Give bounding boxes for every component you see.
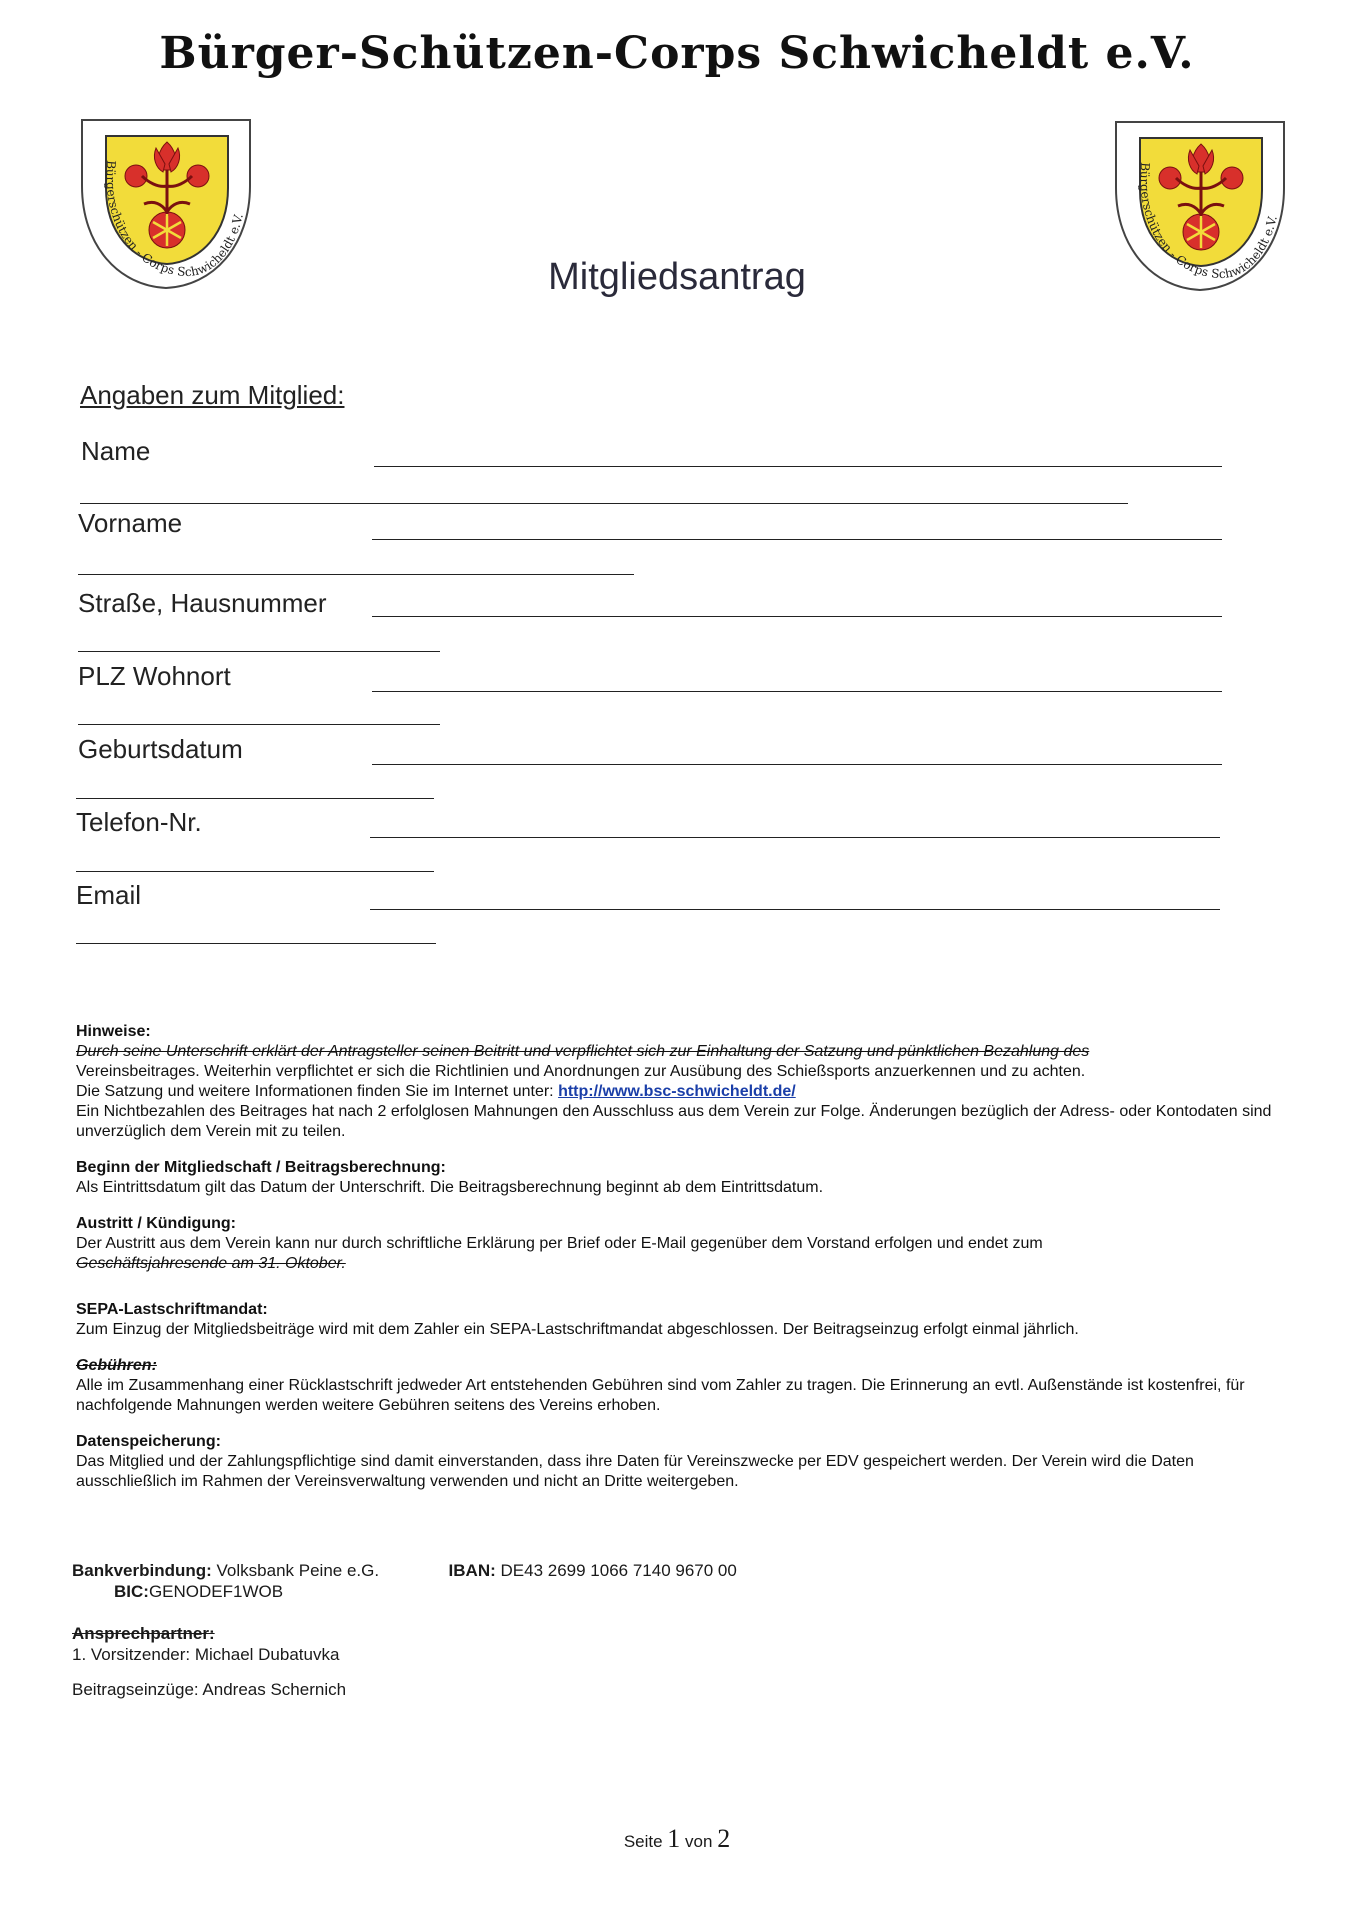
birthdate-label: Geburtsdatum [78,734,243,764]
svg-text:Bürgerschützen - Corps Schwich: Bürgerschützen - Corps Schwicheldt e.V. [1137,161,1280,282]
bank-details [72,1560,737,1602]
sepa-text: Zum Einzug der Mitgliedsbeiträge wird mit dem Zahler ein SEPA-Lastschriftmandat abgeschlossen. Der Beitragseinzug erfolgt einmal jährlich. [76,1321,1079,1338]
iban-label: IBAN: [448,1561,496,1580]
plz-wohnort-extra-line[interactable] [78,724,440,725]
member-section-heading: Angaben zum Mitglied: [80,380,345,410]
name-extra-line[interactable] [80,503,1128,504]
bic-label: BIC: [114,1582,149,1601]
footer-current-page: 1 [667,1824,681,1853]
collector-contact: Beitragseinzüge: Andreas Schernich [72,1680,347,1699]
beginn-block [76,1158,1286,1198]
sepa-block [76,1300,1286,1340]
austritt-text: Der Austritt aus dem Verein kann nur durch schriftliche Erklärung per Brief oder E-Mail gegenüber dem Vorstand erfolgen und endet zum [76,1235,1043,1252]
hinweise-block [76,1022,1286,1142]
austritt-struck-text: Geschäftsjahresende am 31. Oktober. [76,1255,346,1272]
vorname-input-line[interactable] [372,539,1222,540]
hinweise-text-1: Vereinsbeitrages. Weiterhin verpflichtet er sich die Richtlinien und Anordnungen zur Ausübung des Schießsports anzuerkennen und zu achten. [76,1063,1086,1080]
footer-total-pages: 2 [717,1824,731,1853]
svg-text:Bürgerschützen - Corps Schwich: Bürgerschützen - Corps Schwicheldt e.V. [103,159,246,280]
chair-contact: 1. Vorsitzender: Michael Dubatuvka [72,1645,340,1664]
contacts-section [72,1623,346,1700]
street-extra-line[interactable] [78,651,440,652]
street-label: Straße, Hausnummer [78,588,327,618]
document-title: Mitgliedsantrag [548,256,806,298]
iban-value: DE43 2699 1066 7140 9670 00 [500,1561,737,1580]
club-name-heading: Bürger-Schützen-Corps Schwicheldt e.V. [159,28,1195,79]
birthdate-input-line[interactable] [372,764,1222,765]
datenspeicherung-text: Das Mitglied und der Zahlungspflichtige sind damit einverstanden, dass ihre Daten für Vereinszwecke per EDV gespeichert werden. Der Verein wird die Daten ausschließlich im Rahmen der Vereinsverwaltung verwenden und nicht an Dritte weitergeben. [76,1453,1194,1490]
email-input-line[interactable] [370,909,1220,910]
phone-label: Telefon-Nr. [76,807,202,837]
club-website-link[interactable]: http://www.bsc-schwicheldt.de/ [558,1083,796,1100]
plz-wohnort-input-line[interactable] [372,691,1222,692]
street-input-line[interactable] [372,616,1222,617]
sepa-heading: SEPA-Lastschriftmandat: [76,1301,268,1318]
email-label: Email [76,880,142,910]
hinweise-text-3: Ein Nichtbezahlen des Beitrages hat nach 2 erfolglosen Mahnungen den Ausschluss aus dem Verein zur Folge. Änderungen bezüglich der Adress- oder Kontodaten sind unverzüglich dem Verein mit zu teilen. [76,1103,1272,1140]
gebuehren-text: Alle im Zusammenhang einer Rücklastschrift jedweder Art entstehenden Gebühren sind vom Zahler zu tragen. Die Erinnerung an evtl. Außenstände ist kostenfrei, für nachfolgende Mahnungen werden weitere Gebühren seitens des Vereins erhoben. [76,1377,1245,1414]
contacts-heading: Ansprechpartner: [72,1624,215,1643]
datenspeicherung-heading: Datenspeicherung: [76,1433,221,1450]
page-number-footer [0,1824,1354,1854]
bank-label: Bankverbindung: [72,1561,212,1580]
email-extra-line[interactable] [76,943,436,944]
plz-wohnort-label: PLZ Wohnort [78,661,231,691]
birthdate-extra-line[interactable] [76,798,434,799]
notes-section [76,1022,1286,1508]
gebuehren-heading: Gebühren: [76,1357,157,1374]
bank-name: Volksbank Peine e.G. [216,1561,380,1580]
austritt-heading: Austritt / Kündigung: [76,1215,236,1232]
bic-value: GENODEF1WOB [148,1582,284,1601]
beginn-text: Als Eintrittsdatum gilt das Datum der Unterschrift. Die Beitragsberechnung beginnt ab dem Eintrittsdatum. [76,1179,824,1196]
austritt-block [76,1214,1286,1274]
hinweise-text-2: Die Satzung und weitere Informationen finden Sie im Internet unter: [76,1083,554,1100]
hinweise-struck-text: Durch seine Unterschrift erklärt der Antragsteller seinen Beitritt und verpflichtet sich zur Einhaltung der Satzung und pünktlichen Bezahlung des [76,1043,1090,1060]
footer-prefix: Seite [623,1832,663,1851]
phone-extra-line[interactable] [76,871,434,872]
datenspeicherung-block [76,1432,1286,1492]
vorname-extra-line[interactable] [78,574,634,575]
beginn-heading: Beginn der Mitgliedschaft / Beitragsberechnung: [76,1159,446,1176]
name-input-line[interactable] [374,466,1222,467]
name-label: Name [81,436,151,466]
vorname-label: Vorname [78,508,183,538]
footer-of: von [685,1832,713,1851]
phone-input-line[interactable] [370,837,1220,838]
gebuehren-block [76,1356,1286,1416]
hinweise-heading: Hinweise: [76,1023,151,1040]
